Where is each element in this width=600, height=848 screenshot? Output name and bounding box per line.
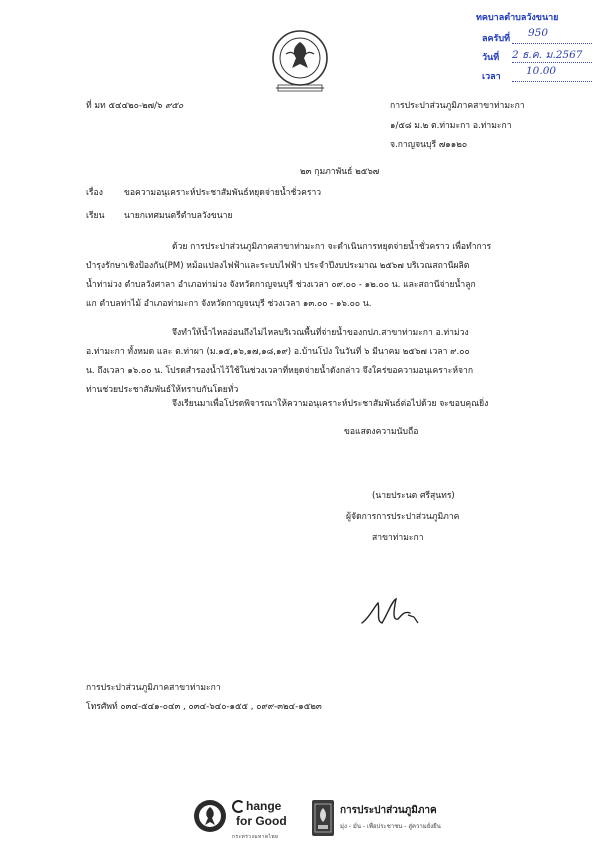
stamp-recv-no-value: 950 <box>528 27 549 39</box>
stamp-org: ทคบาลตำบลวังขนาย <box>476 13 559 23</box>
handwritten-signature <box>358 593 428 633</box>
pwa-emblem-icon <box>312 800 334 836</box>
document-number-hand: ๙๕๐ <box>165 101 184 111</box>
subject-label: เรื่อง <box>86 188 103 198</box>
body-para2-line4: ท่านช่วยประชาสัมพันธ์ให้ทราบกันโดยทั่ว <box>86 385 239 395</box>
recipient-text: นายกเทศมนตรีตำบลวังขนาย <box>124 211 233 221</box>
body-para3: จึงเรียนมาเพื่อโปรดพิจารณาให้ความอนุเคราะห์ประชาสัมพันธ์ต่อไปด้วย จะขอบคุณยิ่ง <box>172 399 489 409</box>
change-text-line2: for Good <box>236 814 287 828</box>
body-para1-line3: น้ำท่าม่วง ตำบลวังศาลา อำเภอท่าม่วง จังหวัดกาญจนบุรี ช่วงเวลา ๐๙.๐๐ - ๑๒.๐๐ น. และสถานีจ่ายน้ำลูก <box>86 280 476 290</box>
pwa-name: การประปาส่วนภูมิภาค <box>340 805 437 816</box>
signer-title-1: ผู้จัดการการประปาส่วนภูมิภาค <box>346 512 460 522</box>
office-address-line-1: การประปาส่วนภูมิภาคสาขาท่ามะกา <box>390 101 525 111</box>
body-para2-line1: จึงทำให้น้ำไหลอ่อนถึงไม่ไหลบริเวณพื้นที่จ่ายน้ำของกปภ.สาขาท่ามะกา อ.ท่าม่วง <box>172 328 469 338</box>
change-for-good-logo <box>232 800 304 840</box>
body-para2-line3: น. ถึงเวลา ๑๖.๐๐ น. โปรดสำรองน้ำไว้ใช้ในช่วงเวลาที่หยุดจ่ายน้ำดังกล่าว จึงใคร่ขอความอนุเคราะห์จาก <box>86 366 474 376</box>
body-para1-line2: บำรุงรักษาเชิงป้องกัน(PM) หม้อแปลงไฟฟ้าและระบบไฟฟ้า ประจำปีงบประมาณ ๒๕๖๗ บริเวณสถานีผลิต <box>86 261 470 271</box>
letter-date: ๒๓ กุมภาพันธ์ ๒๕๖๗ <box>300 167 380 177</box>
body-para1-line1: ด้วย การประปาส่วนภูมิภาคสาขาท่ามะกา จะดำเนินการหยุดจ่ายน้ำชั่วคราว เพื่อทำการ <box>172 242 492 252</box>
agency-seal <box>256 28 344 96</box>
pwa-logo-text <box>340 803 441 831</box>
stamp-time-value: 10.00 <box>526 65 557 77</box>
change-subtext: กระทรวงมหาดไทย <box>232 835 279 840</box>
received-stamp <box>476 10 592 86</box>
stamp-date-label: วันที่ <box>482 53 500 63</box>
signer-title-2: สาขาท่ามะกา <box>372 533 424 543</box>
footer-office: การประปาส่วนภูมิภาคสาขาท่ามะกา <box>86 683 221 693</box>
stamp-recv-no-label: ลครับที่ <box>482 34 511 44</box>
change-text-line1: hange <box>246 799 282 813</box>
office-address-line-2: ๑/๕๘ ม.๒ ต.ท่ามะกา อ.ท่ามะกา <box>390 121 512 131</box>
recipient-label: เรียน <box>86 211 105 221</box>
change-c-icon <box>232 800 245 813</box>
body-para1-line4: แก ตำบลท่าไม้ อำเภอท่ามะกา จังหวัดกาญจนบุรี ช่วงเวลา ๑๓.๐๐ - ๑๖.๐๐ น. <box>86 299 372 309</box>
document-number <box>86 100 183 112</box>
stamp-date-value: 2 ธ.ค. ม.2567 <box>512 49 583 61</box>
body-para2-line2: อ.ท่ามะกา ทั้งหมด และ ต.ท่าผา (ม.๑๕,๑๖,๑๗,๑๘,๑๙) อ.บ้านโป่ง ในวันที่ ๖ มีนาคม ๒๕๖๗ เวลา ๙.๐๐ <box>86 347 470 357</box>
stamp-time-label: เวลา <box>482 72 501 82</box>
subject-text: ขอความอนุเคราะห์ประชาสัมพันธ์หยุดจ่ายน้ำชั่วคราว <box>124 188 322 198</box>
office-address-line-3: จ.กาญจนบุรี ๗๑๑๒๐ <box>390 140 468 150</box>
footer-phone: โทรศัพท์ ๐๓๔-๕๔๑-๐๔๓ , ๐๓๔-๖๔๐-๑๕๕ , ๐๙๙-๓๒๔-๑๕๒๓ <box>86 702 322 712</box>
ministry-seal-logo <box>192 796 228 836</box>
document-number-text: ที่ มท ๕๔๔๒๐-๒๗/๖ <box>86 101 163 111</box>
pwa-tagline: มุ่ง - มั่น - เพื่อประชาชน - สู่ความยั่งยืน <box>340 823 441 830</box>
signer-name: (นายประนต ศรีสุนทร) <box>372 491 455 501</box>
closing-salutation: ขอแสดงความนับถือ <box>344 427 419 437</box>
stamp-time-row <box>482 67 592 86</box>
